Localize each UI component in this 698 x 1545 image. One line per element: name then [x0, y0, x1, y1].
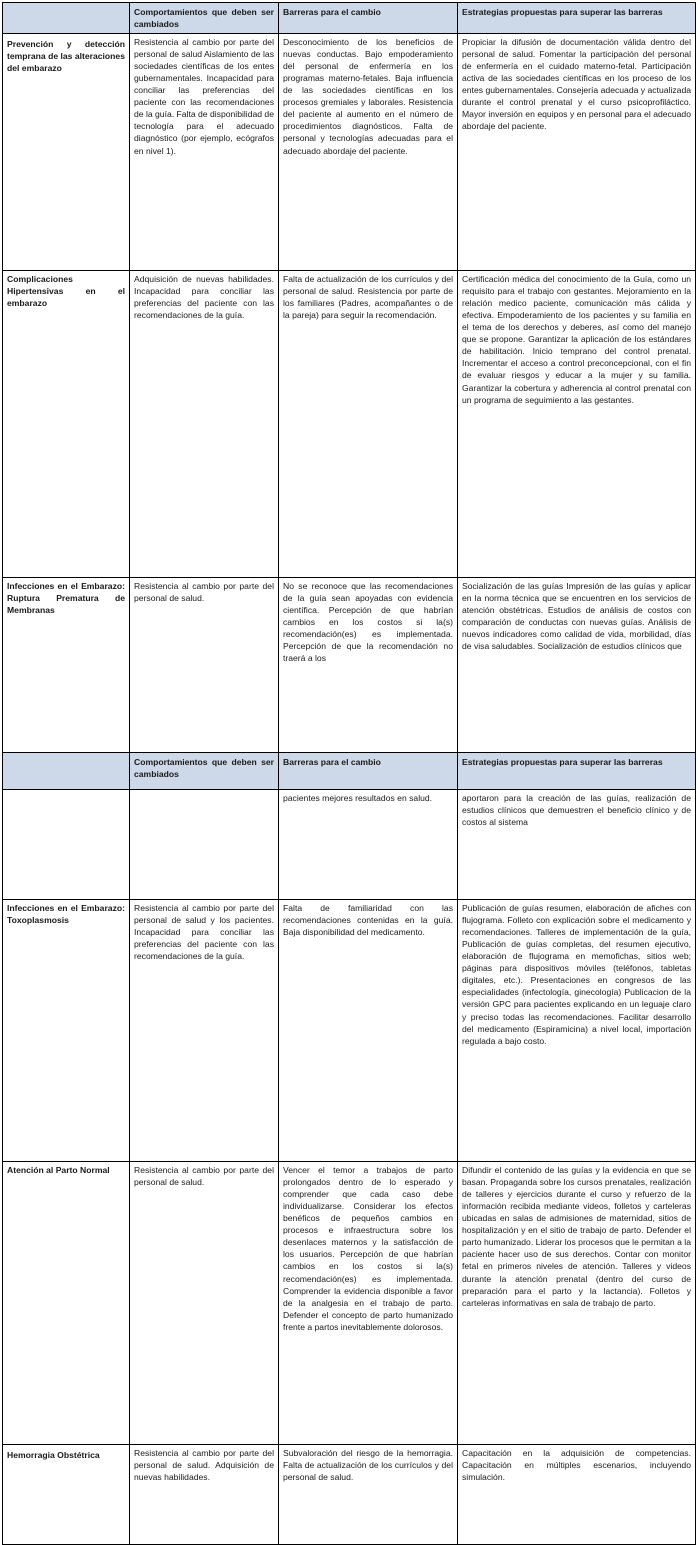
row-topic-label: Prevención y detección temprana de las alteraciones del embarazo — [3, 34, 130, 271]
table-row — [3, 1162, 696, 1445]
row-comportamientos: Resistencia al cambio por parte del personal de salud. — [130, 578, 279, 753]
row-estrategias: Publicación de guías resumen, elaboración de afiches con flujograma. Folleto con explicación sobre el medicamento y recomendaciones. Talleres de implementación de la guía, Publicación de guías completas, del resumen ejecutivo, elaboración de flujograma en memofichas, sitios web; páginas para dispositivos móviles (teléfonos, tabletas digitales, etc.). Presentaciones en congresos de las especialidades (infectología, ginecología) Publicacion de la versión GPC para pacientes explicando en un leguaje claro y preciso todas las recomendaciones. Facilitar desarrollo del medicamento (Espiramicina) a nivel local, importación regulada a bajo costo. — [458, 900, 696, 1162]
header-cell-barreras: Barreras para el cambio — [279, 3, 458, 34]
row-comportamientos: Resistencia al cambio por parte del personal de salud. — [130, 1162, 279, 1445]
row-topic-label: Atención al Parto Normal — [3, 1162, 130, 1445]
row-estrategias: Socialización de las guías Impresión de las guías y aplicar en la norma técnica que se encuentren en los servicios de atención obstétricas. Estudios de análisis de costos con comparación de conductas con nuevas guías. Análisis de nuevos indicadores como calidad de vida, morbilidad, días de visa saludables. Socialización de estudios clínicos que — [458, 578, 696, 753]
row-barreras: Desconocimiento de los beneficios de nuevas conductas. Bajo empoderamiento del personal de enfermería en los programas materno-fetales. Baja influencia de las sociedades científicas en los procesos gremiales y laborales. Resistencia del paciente al aumento en el número de procedimientos diagnósticos. Falta de personal y tecnologías adecuadas para el adecuado abordaje del paciente. — [279, 34, 458, 271]
header-cell-topic — [3, 3, 130, 34]
row-comportamientos — [130, 790, 279, 900]
row-comportamientos: Resistencia al cambio por parte del personal de salud Aislamiento de las sociedades científicas de los entes gubernamentales. Incapacidad para conciliar las preferencias del paciente con las recomendaciones de la guía. Falta de disponibilidad de tecnología para el adecuado diagnóstico (por ejemplo, ecógrafos en nivel 1). — [130, 34, 279, 271]
row-estrategias: Propiciar la difusión de documentación válida dentro del personal de salud. Fomentar la participación del personal de enfermería en el cuidado materno-fetal. Participación activa de las sociedades científicas en los proceso de los entes gubernamentales. Consejería adecuada y actualizada durante el control prenatal y el curso psicoprofiláctico. Mayor inversión en equipos y en personal para el adecuado abordaje del paciente. — [458, 34, 696, 271]
header-cell-comportamientos: Comportamientos que deben ser cambiados — [130, 3, 279, 34]
row-estrategias: Capacitación en la adquisición de competencias. Capacitación en múltiples escenarios, incluyendo simulación. — [458, 1445, 696, 1545]
row-topic-label: Infecciones en el Embarazo: Toxoplasmosis — [3, 900, 130, 1162]
table-row — [3, 34, 696, 271]
header-cell-estrategias: Estrategias propuestas para superar las barreras — [458, 3, 696, 34]
table-row — [3, 900, 696, 1162]
row-comportamientos: Resistencia al cambio por parte del personal de salud y los pacientes. Incapacidad para conciliar las preferencias del paciente con las recomendaciones de la guía. — [130, 900, 279, 1162]
table-header-row — [3, 3, 696, 34]
table-row — [3, 271, 696, 578]
implementation-barriers-table — [2, 2, 696, 1545]
table-row — [3, 578, 696, 753]
row-barreras: pacientes mejores resultados en salud. — [279, 790, 458, 900]
row-topic-label: Infecciones en el Embarazo: Ruptura Prematura de Membranas — [3, 578, 130, 753]
table-header-row-repeat — [3, 753, 696, 790]
row-comportamientos: Adquisición de nuevas habilidades. Incapacidad para conciliar las preferencias del paciente con las recomendaciones de la guía. — [130, 271, 279, 578]
row-estrategias: Certificación médica del conocimiento de la Guía, como un requisito para el trabajo con gestantes. Mejoramiento en la relación medico paciente, comunicación más cálida y efectiva. Empoderamiento de los pacientes y su familia en el tema de los derechos y deberes, así como del manejo que se propone. Garantizar la aplicación de los estándares de habilitación. Inicio temprano del control prenatal. Incrementar el acceso a control preconcepcional, con el fin de evaluar riesgos y educar a la mujer y su familia. Garantizar la cobertura y adherencia al control prenatal con un programa de seguimiento a las gestantes. — [458, 271, 696, 578]
header-cell-estrategias: Estrategias propuestas para superar las barreras — [458, 753, 696, 790]
row-topic-label: Hemorragia Obstétrica — [3, 1445, 130, 1545]
row-topic-label: Complicaciones Hipertensivas en el embarazo — [3, 271, 130, 578]
table-row-continuation — [3, 790, 696, 900]
row-barreras: Vencer el temor a trabajos de parto prolongados dentro de lo esperado y comprender que cada caso debe individualizarse. Considerar los efectos benéficos de pequeños cambios en procesos e infraestructura sobre los desenlaces maternos y la satisfacción de los usuarios. Percepción de que habrían cambios en los costos si la(s) recomendación(es) es implementada. Comprender la evidencia disponible a favor de la analgesia en el trabajo de parto. Defender el concepto de parto humanizado frente a partos inevitablemente dolorosos. — [279, 1162, 458, 1445]
row-estrategias: aportaron para la creación de las guías, realización de estudios clínicos que demuestren el beneficio clínico y de costos al sistema — [458, 790, 696, 900]
header-cell-comportamientos: Comportamientos que deben ser cambiados — [130, 753, 279, 790]
row-barreras: Subvaloración del riesgo de la hemorragia. Falta de actualización de los currículos y del personal de salud. — [279, 1445, 458, 1545]
row-barreras: No se reconoce que las recomendaciones de la guía sean apoyadas con evidencia científica. Percepción de que habrían cambios en los costos si la(s) recomendación(es) es implementada. Percepción de que la recomendación no traerá a los — [279, 578, 458, 753]
header-cell-topic — [3, 753, 130, 790]
document-page — [0, 2, 698, 1524]
row-topic-label — [3, 790, 130, 900]
row-barreras: Falta de familiaridad con las recomendaciones contenidas en la guía. Baja disponibilidad del medicamento. — [279, 900, 458, 1162]
row-comportamientos: Resistencia al cambio por parte del personal de salud. Adquisición de nuevas habilidades. — [130, 1445, 279, 1545]
row-barreras: Falta de actualización de los currículos y del personal de salud. Resistencia por parte de los familiares (Padres, acompañantes o de la pareja) para seguir la recomendación. — [279, 271, 458, 578]
table-row — [3, 1445, 696, 1545]
header-cell-barreras: Barreras para el cambio — [279, 753, 458, 790]
row-estrategias: Difundir el contenido de las guías y la evidencia en que se basan. Propaganda sobre los cursos prenatales, realización de talleres y ejercicios durante el curso y refuerzo de la información recibida mediante videos, folletos y carteleras ubicadas en salas de admisiones de maternidad, sitios de hospitalización y en el sitio de trabajo de parto. Defender el parto humanizado. Liderar los procesos que le permitan a la paciente hacer uso de sus derechos. Contar con monitor fetal en primeros niveles de atención. Talleres y videos durante la atención prenatal (dentro del curso de preparación para el parto y la lactancia). Folletos y carteleras informativas en sala de trabajo de parto. — [458, 1162, 696, 1445]
